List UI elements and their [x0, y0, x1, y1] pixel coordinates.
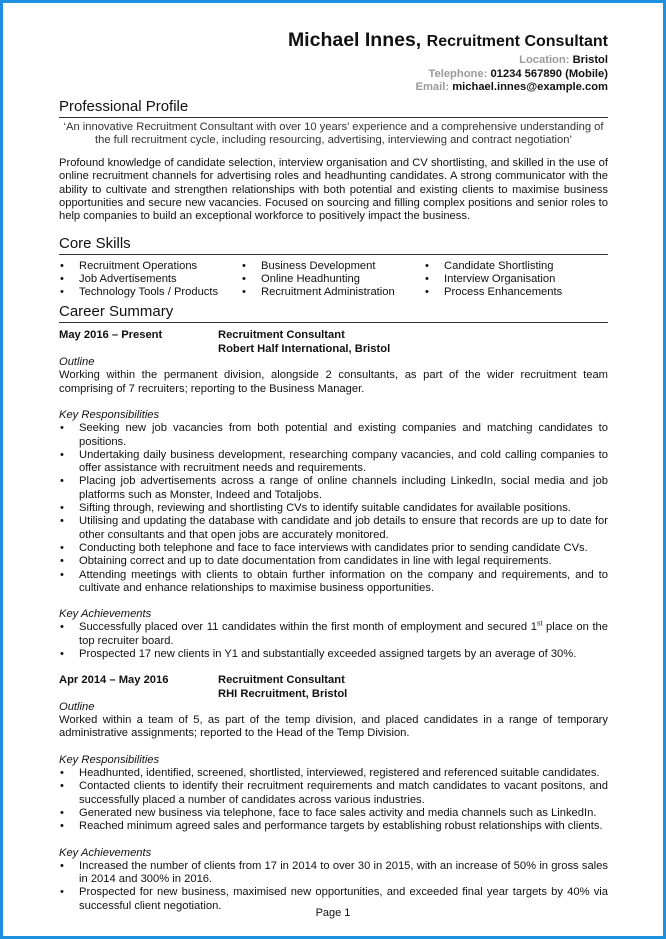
responsibilities-list [59, 422, 608, 595]
list-item: • Placing job advertisements across a range of online channels including LinkedIn, social media and job platforms such as Monster, Indeed and Totaljobs. [79, 475, 608, 502]
achievement-text: Successfully placed over 11 candidates within the first month of employment and secured 1 [79, 621, 537, 634]
ordinal-suffix: st [536, 620, 543, 628]
outline-label: Outline [59, 356, 95, 369]
page-number: Page 1 [315, 907, 351, 919]
skill-item: • Job Advertisements [79, 273, 241, 286]
contact-email [59, 81, 608, 95]
responsibilities-list [59, 767, 608, 833]
email-label: Email: [415, 81, 450, 93]
candidate-role: Recruitment Consultant [426, 33, 608, 50]
responsibilities-label: Key Responsibilities [59, 753, 160, 766]
skill-item: • Process Enhancements [444, 286, 608, 299]
achievements-label: Key Achievements [59, 608, 152, 621]
list-item: • Seeking new job vacancies from both potential and existing companies and matching candidates to positions. [79, 422, 608, 449]
skill-item: • Interview Organisation [444, 273, 608, 286]
job-header [59, 674, 608, 701]
skills-column-1 [59, 260, 241, 300]
list-item [79, 621, 608, 648]
skill-item: • Recruitment Operations [79, 260, 241, 273]
list-item: • Generated new business via telephone, face to face sales activity and media channels such as LinkedIn. [79, 807, 608, 820]
list-item: • Increased the number of clients from 17 in 2014 to over 30 in 2015, with an increase of 50% in gross sales in 2014 and 300% in 2016. [79, 860, 608, 887]
job-outline: Working within the permanent division, alongside 2 consultants, as part of the wider recruitment team comprising of 7 recruiters; reporting to the Business Manager. [59, 369, 608, 395]
list-item: • Headhunted, identified, screened, shortlisted, interviewed, registered and referenced suitable candidates. [79, 767, 608, 780]
job-position: Recruitment Consultant [218, 674, 345, 687]
achievement-text: place on the top recruiter board. [79, 621, 608, 647]
list-item: • Obtaining correct and up to date documentation from candidates in line with legal requirements. [79, 555, 608, 568]
section-title-career: Career Summary [59, 303, 608, 323]
job-outline: Worked within a team of 5, as part of the temp division, and placed candidates in a range of temporary administrative assignments; reported to the Head of the Temp Division. [59, 714, 608, 740]
contact-location [59, 54, 608, 68]
cv-page [59, 28, 608, 913]
skill-item: • Candidate Shortlisting [444, 260, 608, 273]
list-item: • Prospected for new business, maximised new opportunities, and exceeded final year targets by 40% via successful client negotiation. [79, 886, 608, 913]
section-title-profile: Professional Profile [59, 98, 608, 118]
skill-item: • Recruitment Administration [261, 286, 424, 299]
job-title-block [218, 329, 390, 356]
job-title-block [218, 674, 347, 701]
telephone-value: 01234 567890 (Mobile) [490, 67, 608, 80]
skills-column-2 [241, 260, 424, 300]
candidate-name: Michael Innes, [287, 29, 422, 51]
achievements-label: Key Achievements [59, 846, 152, 859]
skills-grid [59, 260, 608, 300]
skill-item: • Online Headhunting [261, 273, 424, 286]
list-item: • Utilising and updating the database with candidate and job details to ensure that records are up to date for other consultants and that open jobs are accurately monitored. [79, 515, 608, 542]
location-label: Location: [519, 54, 570, 66]
list-item: • Undertaking daily business development, researching company vacancies, and cold calling companies to offer assistance with recruitment needs and requirements. [79, 449, 608, 476]
location-value: Bristol [572, 54, 608, 66]
job-dates: Apr 2014 – May 2016 [59, 674, 169, 687]
cv-header [59, 28, 608, 95]
list-item: • Contacted clients to identify their recruitment requirements and match candidates to vacant positons, and successfully placed a number of candidates across various industries. [79, 780, 608, 807]
job-header [59, 329, 608, 356]
responsibilities-label: Key Responsibilities [59, 408, 160, 421]
section-title-skills: Core Skills [59, 235, 608, 255]
profile-summary: Profound knowledge of candidate selection, interview organisation and CV shortlisting, and skilled in the use of online recruitment channels for advertising roles and headhunting candidates. A strong communicator with the ability to cultivate and strengthen relationships with both potential and existing clients to maximise business opportunities and secure new vacancies. Focused on sourcing and filling complex positions and senior roles to help companies to build an exceptional workforce to positively impact the business. [59, 157, 608, 223]
outline-label: Outline [59, 700, 95, 713]
list-item: • Attending meetings with clients to obtain further information on the company and requirements, and to cultivate and enhance relationships to maximise business opportunities. [79, 569, 608, 596]
skills-column-3 [424, 260, 608, 300]
list-item: • Sifting through, reviewing and shortlisting CVs to identify suitable candidates for available positions. [79, 502, 608, 515]
telephone-label: Telephone: [428, 67, 488, 80]
achievements-list [59, 860, 608, 913]
list-item: • Prospected 17 new clients in Y1 and substantially exceeded assigned targets by an average of 30%. [79, 648, 608, 661]
job-company: Robert Half International, Bristol [218, 342, 391, 355]
candidate-name-line [59, 28, 608, 54]
job-dates: May 2016 – Present [59, 329, 163, 342]
profile-quote: ‘An innovative Recruitment Consultant with over 10 years’ experience and a comprehensive understanding of the full recruitment cycle, including resourcing, advertising, interviewing and contract negotiation’ [63, 120, 604, 146]
list-item: • Reached minimum agreed sales and performance targets by establishing robust relationships with clients. [79, 820, 608, 833]
contact-telephone [59, 68, 608, 82]
achievements-list [59, 621, 608, 661]
job-position: Recruitment Consultant [218, 329, 345, 342]
email-value[interactable]: michael.innes@example.com [452, 81, 608, 93]
skill-item: • Technology Tools / Products [79, 286, 241, 299]
list-item: • Conducting both telephone and face to face interviews with candidates prior to sending candidate CVs. [79, 542, 608, 555]
skill-item: • Business Development [261, 260, 424, 273]
job-company: RHI Recruitment, Bristol [218, 687, 348, 700]
